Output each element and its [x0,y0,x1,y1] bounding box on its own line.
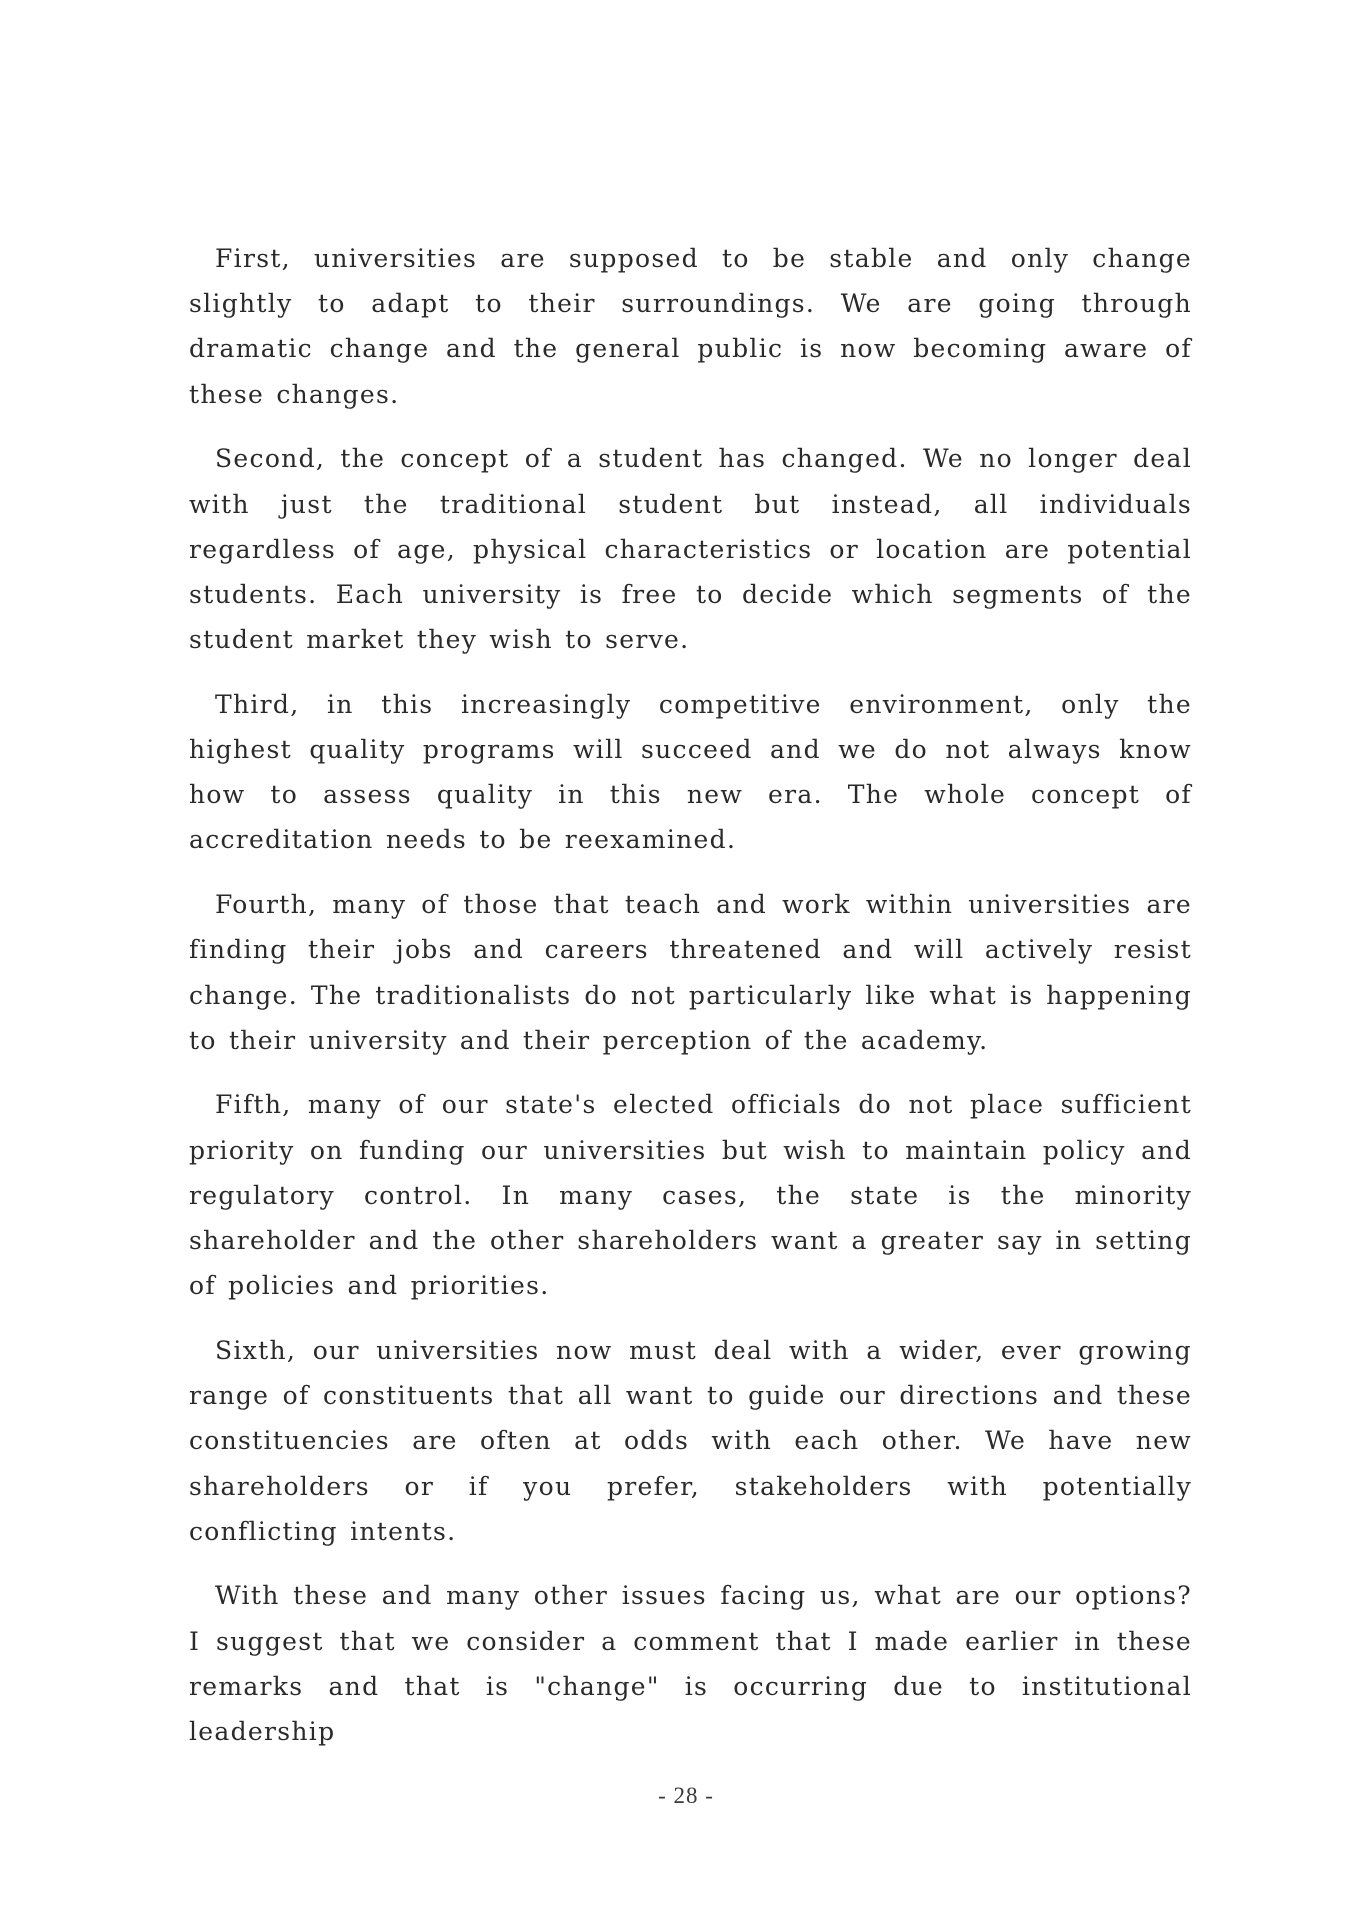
paragraph-first: First, universities are supposed to be stable and only change slightly to adapt to their surroundings. We are going through dramatic change and the general public is now becoming aware of these changes. [189,244,1192,409]
paragraph-options: With these and many other issues facing us, what are our options? I suggest that we consider a comment that I made earlier in these remarks and that is "change" is occurring due to institutional leadership [189,1581,1192,1747]
page-number: - 28 - [658,1783,714,1808]
paragraph-fourth: Fourth, many of those that teach and work within universities are finding their jobs and careers threatened and will actively resist change. The traditionalists do not particularly like what is happening to their university and their perception of the academy. [189,890,1192,1055]
paragraph-fifth: Fifth, many of our state's elected officials do not place sufficient priority on funding our universities but wish to maintain policy and regulatory control. In many cases, the state is the minority shareholder and the other shareholders want a greater say in setting of policies and priorities. [189,1090,1192,1301]
paragraph-sixth: Sixth, our universities now must deal with a wider, ever growing range of constituents that all want to guide our directions and these constituencies are often at odds with each other. We have new shareholders or if you prefer, stakeholders with potentially conflicting intents. [189,1335,1192,1546]
paragraph-third: Third, in this increasingly competitive environment, only the highest quality programs will succeed and we do not always know how to assess quality in this new era. The whole concept of accreditation needs to be reexamined. [189,689,1192,855]
document-body [189,236,1192,1754]
paragraph-second: Second, the concept of a student has changed. We no longer deal with just the traditional student but instead, all individuals regardless of age, physical characteristics or location are potential students. Each university is free to decide which segments of the student market they wish to serve. [189,444,1192,655]
